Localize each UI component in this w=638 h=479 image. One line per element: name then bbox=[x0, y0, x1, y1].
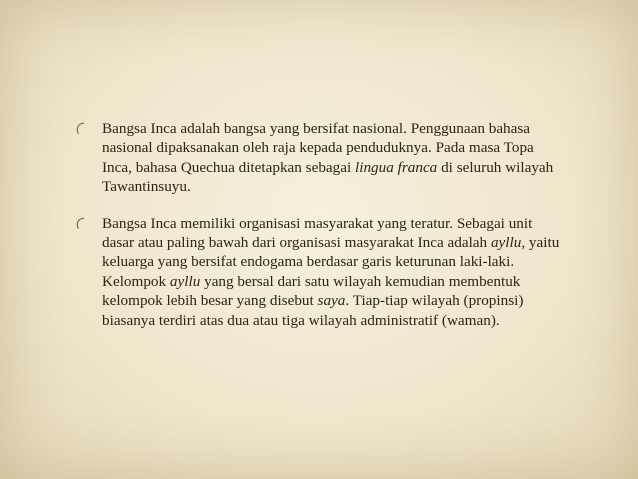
text-run: , yaitu keluarga yang bersifat endogama berdasar garis keturunan laki-laki. Kelompok bbox=[102, 234, 560, 290]
text-run-italic: lingua franca bbox=[355, 158, 438, 176]
text-run: yang bersal dari satu wilayah kemudian membentuk kelompok lebih besar yang disebut bbox=[102, 272, 521, 310]
arc-bullet-icon bbox=[74, 121, 86, 135]
text-run: Bangsa Inca memiliki organisasi masyarakat yang teratur. Sebagai unit dasar atau paling bawah dari organisasi masyarakat Inca adalah bbox=[102, 214, 533, 252]
text-run: . Tiap-tiap wilayah (propinsi) biasanya terdiri atas dua atau tiga wilayah administratif (waman). bbox=[102, 292, 524, 329]
bullet-text bbox=[102, 215, 559, 329]
text-run: di seluruh wilayah Tawantinsuyu. bbox=[102, 158, 554, 196]
text-run: Bangsa Inca adalah bangsa yang bersifat nasional. Penggunaan bahasa nasional dipaksanakan oleh raja kepada penduduknya. Pada masa Topa Inca, bahasa Quechua ditetapkan sebagai bbox=[102, 120, 534, 176]
text-run-italic: ayllu bbox=[490, 234, 522, 252]
text-run-italic: saya bbox=[317, 292, 346, 310]
bullet-item bbox=[74, 214, 564, 330]
text-run-italic: ayllu bbox=[169, 272, 201, 290]
bullet-list bbox=[74, 119, 564, 330]
bullet-text bbox=[102, 120, 553, 195]
arc-bullet-icon bbox=[74, 216, 86, 230]
bullet-item bbox=[74, 119, 564, 197]
